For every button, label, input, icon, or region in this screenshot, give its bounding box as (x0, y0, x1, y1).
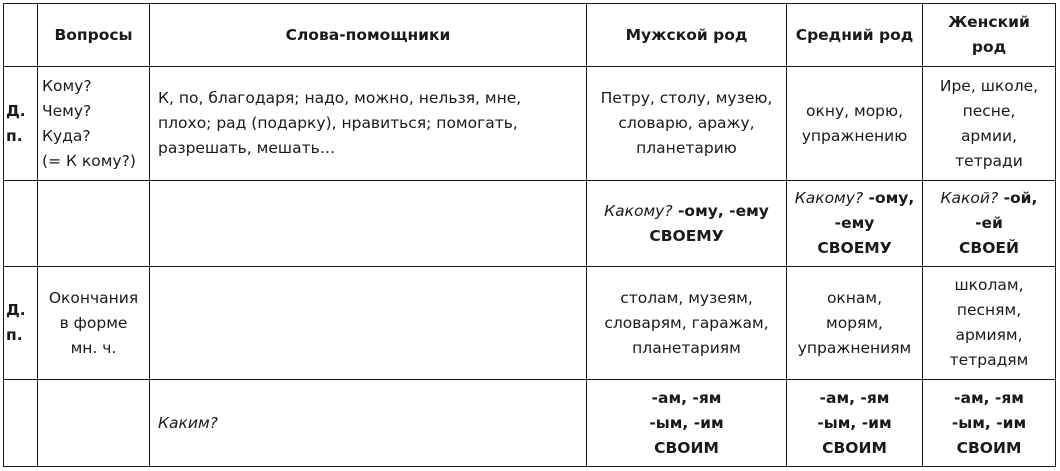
case-label-plural: Д. п. (4, 267, 38, 380)
adjective-question: Какому? (604, 201, 673, 220)
dative-case-table (3, 3, 1056, 467)
questions-cell: Кому? Чему? Куда? (= К кому?) (38, 67, 150, 181)
header-neuter: Средний род (787, 4, 923, 67)
neuter-endings (787, 181, 923, 267)
masculine-plural-examples: столам, музеям, словарям, гаражам, планетариям (587, 267, 787, 380)
adjective-question: Какой? (940, 189, 999, 207)
header-questions: Вопросы (38, 4, 150, 67)
header-feminine: Женский род (923, 4, 1056, 67)
plural-question: Каким? (150, 380, 587, 467)
masculine-endings (587, 181, 787, 267)
ending-text: -ей (975, 214, 1003, 232)
plural-examples-row (4, 267, 1056, 380)
singular-examples-row (4, 67, 1056, 181)
empty-cell (4, 181, 38, 267)
neuter-examples: окну, морю, упражнению (787, 67, 923, 181)
pronoun-form: СВОЕМУ (649, 226, 724, 245)
header-row (4, 4, 1056, 67)
feminine-plural-endings: -ам, -ям -ым, -им СВОИМ (923, 380, 1056, 467)
neuter-plural-endings: -ам, -ям -ым, -им СВОИМ (787, 380, 923, 467)
feminine-plural-examples: школам, песням, армиям, тетрадям (923, 267, 1056, 380)
ending-text: -ому, -ему (672, 201, 769, 220)
feminine-examples: Ире, школе, песне, армии, тетради (923, 67, 1056, 181)
plural-label-cell: Окончания в форме мн. ч. (38, 267, 150, 380)
ending-text: -ой, (998, 189, 1038, 207)
empty-cell (150, 267, 587, 380)
ending-text: -ему (834, 214, 875, 232)
singular-endings-row (4, 181, 1056, 267)
pronoun-form: СВОЕМУ (817, 239, 892, 257)
helper-words-cell: К, по, благодаря; надо, можно, нельзя, мне, плохо; рад (подарку), нравиться; помогать, разрешать, мешать… (150, 67, 587, 181)
empty-cell (150, 181, 587, 267)
empty-cell (38, 181, 150, 267)
empty-cell (4, 380, 38, 467)
neuter-plural-examples: окнам, морям, упражнениям (787, 267, 923, 380)
header-case-cell (4, 4, 38, 67)
header-helper-words: Слова-помощники (150, 4, 587, 67)
adjective-question: Какому? (794, 189, 864, 207)
plural-endings-row (4, 380, 1056, 467)
pronoun-form: СВОЕЙ (959, 239, 1019, 257)
ending-text: -ому, (863, 189, 915, 207)
masculine-plural-endings: -ам, -ям -ым, -им СВОИМ (587, 380, 787, 467)
masculine-examples: Петру, столу, музею, словарю, аражу, планетарию (587, 67, 787, 181)
header-masculine: Мужской род (587, 4, 787, 67)
empty-cell (38, 380, 150, 467)
case-label-singular: Д. п. (4, 67, 38, 181)
feminine-endings (923, 181, 1056, 267)
